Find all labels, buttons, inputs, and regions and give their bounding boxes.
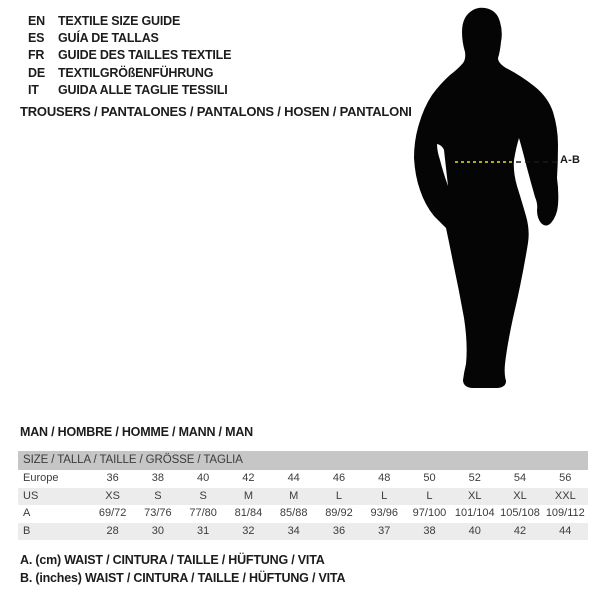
guide-title-fr: GUIDE DES TAILLES TEXTILE bbox=[58, 48, 232, 63]
table-cell: XXL bbox=[554, 489, 576, 502]
table-cell: 42 bbox=[242, 472, 255, 484]
table-cell: 42 bbox=[513, 524, 527, 537]
guide-title-it: GUIDA ALLE TAGLIE TESSILI bbox=[58, 83, 228, 98]
row-label: Europe bbox=[23, 472, 59, 484]
footnote-a: A. (cm) WAIST / CINTURA / TAILLE / HÜFTUNG / VITA bbox=[20, 553, 325, 567]
category-title: TROUSERS / PANTALONES / PANTALONS / HOSEN / PANTALONI bbox=[20, 104, 412, 119]
table-cell: XL bbox=[513, 489, 527, 502]
table-cell: S bbox=[199, 489, 207, 502]
man-silhouette bbox=[414, 8, 558, 388]
language-code: ES bbox=[28, 31, 45, 46]
table-cell: S bbox=[154, 489, 162, 502]
language-row-en bbox=[28, 12, 231, 29]
language-row-it bbox=[28, 82, 231, 99]
gender-title: MAN / HOMBRE / HOMME / MANN / MAN bbox=[20, 425, 253, 439]
measurement-footnotes bbox=[20, 551, 345, 587]
table-cell: 73/76 bbox=[144, 507, 172, 519]
table-cell: 85/88 bbox=[279, 507, 308, 519]
table-cell: 97/100 bbox=[412, 507, 447, 519]
table-cell: 93/96 bbox=[370, 507, 398, 519]
table-cell: 69/72 bbox=[98, 507, 127, 519]
row-label: A bbox=[23, 507, 31, 519]
table-row-b-inches bbox=[18, 523, 588, 541]
table-cell: 109/112 bbox=[545, 507, 585, 519]
size-table bbox=[18, 451, 588, 540]
language-guide-list bbox=[28, 12, 231, 99]
man-silhouette-figure bbox=[400, 0, 600, 400]
table-cell: 34 bbox=[287, 524, 300, 537]
language-code: IT bbox=[28, 83, 39, 98]
table-cell: L bbox=[335, 489, 343, 502]
row-label: B bbox=[23, 524, 31, 537]
table-cell: 30 bbox=[151, 524, 165, 537]
table-cell: 81/84 bbox=[234, 507, 263, 519]
table-row-a-cm bbox=[18, 505, 588, 523]
table-cell: 40 bbox=[197, 472, 210, 484]
language-code: FR bbox=[28, 48, 45, 63]
table-cell: 37 bbox=[378, 524, 391, 537]
language-row-es bbox=[28, 29, 231, 46]
guide-title-es: GUÍA DE TALLAS bbox=[58, 31, 159, 46]
table-cell: 38 bbox=[151, 472, 165, 484]
table-cell: 31 bbox=[197, 524, 210, 537]
table-row-us bbox=[18, 488, 588, 506]
language-row-de bbox=[28, 64, 231, 81]
language-code: EN bbox=[28, 13, 45, 28]
guide-title-en: TEXTILE SIZE GUIDE bbox=[58, 13, 181, 28]
table-cell: M bbox=[243, 489, 254, 502]
row-label: US bbox=[23, 489, 39, 502]
table-cell: 36 bbox=[332, 524, 346, 537]
table-cell: L bbox=[426, 489, 433, 502]
table-cell: XL bbox=[468, 489, 482, 502]
table-cell: 40 bbox=[468, 524, 481, 537]
table-cell: M bbox=[289, 489, 299, 502]
table-cell: 101/104 bbox=[454, 507, 495, 519]
language-code: DE bbox=[28, 65, 45, 80]
footnote-b: B. (inches) WAIST / CINTURA / TAILLE / HÜFTUNG / VITA bbox=[20, 571, 346, 585]
table-cell: XS bbox=[105, 489, 120, 502]
table-cell: 44 bbox=[559, 524, 572, 537]
table-cell: 50 bbox=[423, 472, 436, 484]
table-cell: 44 bbox=[287, 472, 300, 484]
table-cell: 28 bbox=[106, 524, 119, 537]
table-cell: 105/108 bbox=[500, 507, 540, 519]
measure-label-ab: A-B bbox=[560, 154, 581, 166]
table-cell: 54 bbox=[513, 472, 527, 484]
table-cell: L bbox=[381, 489, 388, 502]
table-cell: 32 bbox=[242, 524, 255, 537]
table-cell: 38 bbox=[423, 524, 436, 537]
guide-title-de: TEXTILGRÖßENFÜHRUNG bbox=[58, 65, 214, 80]
table-row-europe bbox=[18, 470, 588, 488]
table-cell: 46 bbox=[332, 472, 346, 484]
size-table-header: SIZE / TALLA / TAILLE / GRÖSSE / TAGLIA bbox=[18, 451, 588, 470]
language-row-fr bbox=[28, 47, 231, 64]
table-cell: 89/92 bbox=[325, 507, 353, 519]
table-cell: 56 bbox=[559, 472, 572, 484]
table-cell: 52 bbox=[468, 472, 481, 484]
table-cell: 48 bbox=[378, 472, 391, 484]
table-cell: 36 bbox=[106, 472, 119, 484]
table-cell: 77/80 bbox=[189, 507, 217, 519]
